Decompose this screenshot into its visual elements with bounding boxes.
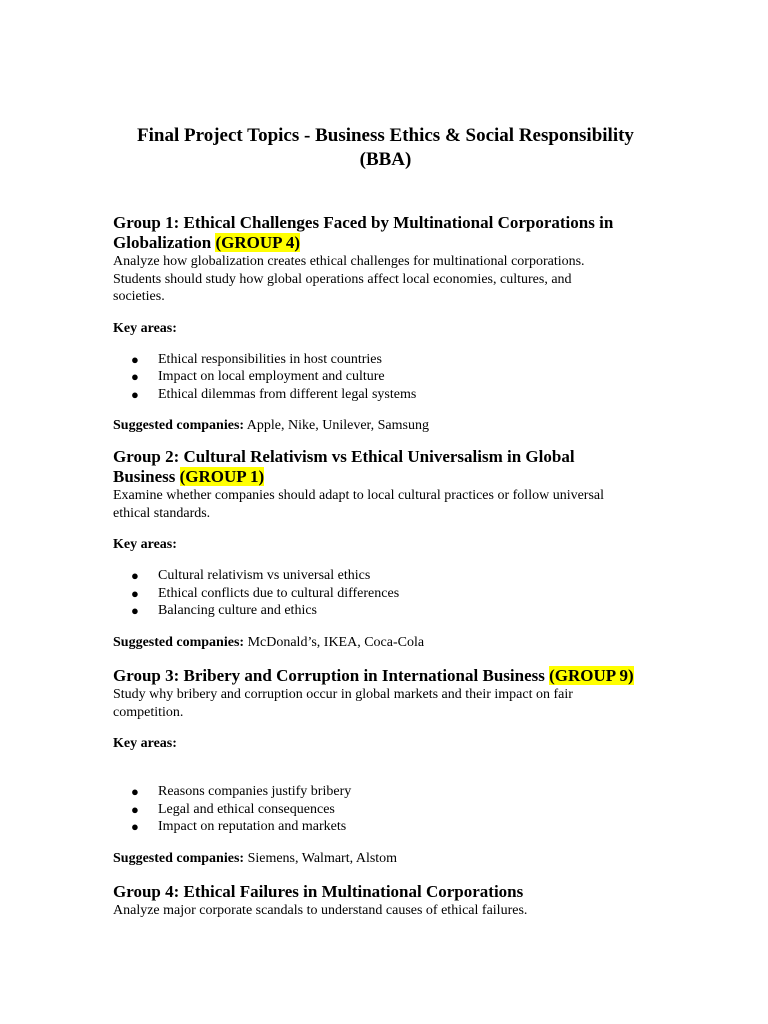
group-1-assigned-tag: (GROUP 4)	[215, 233, 301, 252]
group-1-heading-line-2: Globalization	[113, 233, 212, 252]
list-item-text: Cultural relativism vs universal ethics	[158, 568, 371, 584]
document-page	[113, 124, 658, 919]
list-item-text: Reasons companies justify bribery	[158, 784, 352, 800]
group-2-key-areas-list	[113, 567, 658, 620]
group-3-suggested-companies	[113, 850, 658, 867]
list-item	[113, 602, 658, 620]
group-4-heading-line-1: Group 4: Ethical Failures in Multinational Corporations	[113, 881, 524, 901]
group-2-assigned-tag: (GROUP 1)	[179, 467, 265, 487]
list-item-text: Ethical responsibilities in host countries	[158, 351, 382, 367]
group-1-description	[113, 253, 658, 306]
list-item	[113, 585, 658, 603]
group-3-heading	[113, 666, 658, 686]
title-line-2: (BBA)	[359, 149, 412, 170]
group-4-description	[113, 902, 658, 920]
group-3-heading-line-1: Group 3: Bribery and Corruption in International Business	[113, 666, 545, 686]
companies-value: McDonald’s, IKEA, Coca-Cola	[247, 635, 425, 651]
group-1-key-areas-label: Key areas:	[113, 320, 177, 336]
group-3-description	[113, 686, 658, 721]
group-1-key-areas-list	[113, 351, 658, 404]
document-title	[113, 124, 658, 172]
group-1-suggested-companies	[113, 417, 658, 434]
bullet-icon: ●	[131, 585, 139, 601]
desc-line: Analyze major corporate scandals to understand causes of ethical failures.	[113, 902, 528, 918]
desc-line: Study why bribery and corruption occur in global markets and their impact on fair	[113, 687, 573, 703]
group-1-heading-line-1: Group 1: Ethical Challenges Faced by Multinational Corporations in	[113, 213, 614, 232]
list-item	[113, 368, 658, 386]
companies-label: Suggested companies:	[113, 850, 245, 866]
group-2-heading-line-2: Business	[113, 467, 176, 487]
list-item	[113, 386, 658, 404]
group-1-section	[113, 213, 658, 434]
group-3-key-areas-list	[113, 783, 658, 836]
bullet-icon: ●	[131, 369, 139, 385]
list-item-text: Balancing culture and ethics	[158, 603, 317, 619]
list-item	[113, 801, 658, 819]
bullet-icon: ●	[131, 819, 139, 835]
desc-line: Examine whether companies should adapt to local cultural practices or follow universal	[113, 488, 605, 504]
group-2-description	[113, 487, 658, 522]
group-3-section	[113, 666, 658, 867]
bullet-icon: ●	[131, 386, 139, 402]
group-2-heading	[113, 447, 658, 487]
desc-line: Students should study how global operations affect local economies, cultures, and	[113, 271, 572, 287]
list-item-text: Legal and ethical consequences	[158, 801, 335, 817]
companies-label: Suggested companies:	[113, 418, 245, 434]
bullet-icon: ●	[131, 568, 139, 584]
title-line-1: Final Project Topics - Business Ethics & Social Responsibility	[137, 125, 634, 146]
group-2-key-areas-label: Key areas:	[113, 537, 177, 553]
group-2-section	[113, 447, 658, 651]
group-2-heading-line-1: Group 2: Cultural Relativism vs Ethical Universalism in Global	[113, 447, 575, 467]
companies-value: Siemens, Walmart, Alstom	[247, 850, 398, 866]
list-item-text: Ethical conflicts due to cultural differences	[158, 585, 400, 601]
group-2-suggested-companies	[113, 634, 658, 651]
group-3-assigned-tag: (GROUP 9)	[549, 666, 634, 686]
group-4-heading	[113, 882, 658, 902]
group-1-heading	[113, 213, 658, 253]
desc-line: ethical standards.	[113, 505, 211, 521]
list-item	[113, 351, 658, 369]
companies-value: Apple, Nike, Unilever, Samsung	[246, 418, 429, 434]
list-item-text: Ethical dilemmas from different legal systems	[158, 386, 417, 402]
bullet-icon: ●	[131, 801, 139, 817]
desc-line: competition.	[113, 704, 184, 720]
companies-label: Suggested companies:	[113, 635, 245, 651]
list-item	[113, 818, 658, 836]
desc-line: Analyze how globalization creates ethical challenges for multinational corporations.	[113, 254, 585, 269]
group-4-section	[113, 882, 658, 920]
group-3-key-areas-label: Key areas:	[113, 736, 177, 752]
list-item-text: Impact on reputation and markets	[158, 819, 347, 835]
list-item	[113, 783, 658, 801]
list-item	[113, 567, 658, 585]
bullet-icon: ●	[131, 603, 139, 619]
bullet-icon: ●	[131, 784, 139, 800]
desc-line: societies.	[113, 289, 165, 304]
list-item-text: Impact on local employment and culture	[158, 369, 385, 385]
bullet-icon: ●	[131, 351, 139, 367]
